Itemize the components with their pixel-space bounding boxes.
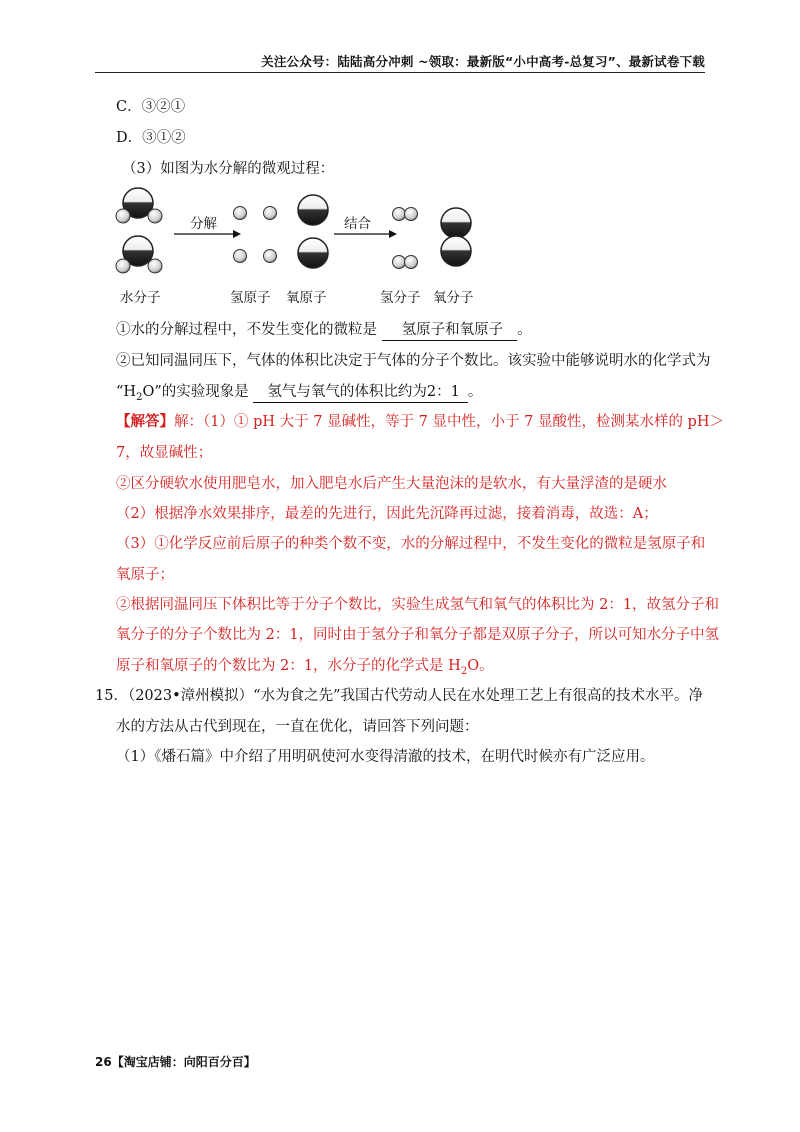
q3-2-answer: 氢气与氧气的体积比约为2：1	[253, 382, 467, 403]
water-molecule-2	[116, 236, 162, 273]
q3-1-answer: 氢原子和氧原子	[382, 320, 518, 341]
oxygen-molecule	[441, 208, 471, 266]
label-oxygen-molecule: 氧分子	[433, 290, 474, 306]
q3-1	[116, 320, 532, 341]
label-water-molecule: 水分子	[120, 290, 161, 306]
solution-text-1: 解：（1）① pH 大于 7 显碱性，等于 7 显中性，小于 7 显酸性，检测某水样的 pH＞	[174, 414, 724, 430]
q3-2-prefix: “H	[116, 384, 137, 400]
q3-2-sub: 2	[136, 391, 143, 403]
water-decomposition-diagram	[110, 186, 510, 308]
q3-2-mid: O”的实验现象是	[142, 384, 249, 400]
arrow-label-decompose: 分解	[190, 216, 217, 232]
q15-line-1: 15．（2023•漳州模拟）“水为食之先”我国古代劳动人民在水处理工艺上有很高的技术水平。净	[95, 688, 703, 704]
q3-2-suffix: 。	[467, 384, 483, 400]
page-footer: 26【淘宝店铺：向阳百分百】	[95, 1055, 256, 1069]
oxygen-atoms	[298, 195, 328, 268]
page-header	[95, 44, 705, 73]
solution-tag: 【解答】	[116, 413, 174, 430]
q15-line-3: （1）《燔石篇》中介绍了用明矾使河水变得清澈的技术，在明代时候亦有广泛应用。	[116, 749, 655, 765]
solution-line-3: ②区分硬软水使用肥皂水，加入肥皂水后产生大量泡沫的是软水，有大量浮渣的是硬水	[116, 476, 667, 492]
q3-intro: （3）如图为水分解的微观过程：	[122, 161, 335, 177]
solution-line-1	[116, 412, 724, 432]
solution-line-6: 氧原子；	[116, 567, 174, 583]
arrow-label-combine: 结合	[344, 216, 371, 232]
solution-line-8: 氧分子的分子个数比为 2：1，同时由于氢分子和氧分子都是双原子分子，所以可知水分子中氢	[116, 627, 720, 643]
solution-line-7: ②根据同温同压下体积比等于分子个数比，实验生成氢气和氧气的体积比为 2：1，故氢分子和	[116, 597, 720, 613]
label-hydrogen-molecule: 氢分子	[380, 290, 421, 306]
option-d: D．③①②	[116, 130, 186, 146]
solution-text-9: 原子和氧原子的个数比为 2：1，水分子的化学式是 H	[116, 658, 461, 674]
q15-line-2: 水的方法从古代到现在，一直在优化，请回答下列问题：	[116, 719, 479, 735]
hydrogen-molecules	[393, 208, 418, 269]
q3-1-text: ①水的分解过程中，不发生变化的微粒是	[116, 322, 377, 338]
solution-line-4: （2）根据净水效果排序，最差的先进行，因此先沉降再过滤，接着消毒，故选：A；	[116, 506, 658, 522]
solution-sub-9: 2	[460, 665, 468, 677]
solution-line-5: （3）①化学反应前后原子的种类个数不变，水的分解过程中，不发生变化的微粒是氢原子和	[116, 536, 706, 552]
q3-2-line1: ②已知同温同压下，气体的体积比决定于气体的分子个数比。该实验中能够说明水的化学式为	[116, 353, 711, 369]
option-c: C．③②①	[116, 99, 186, 115]
solution-line-9	[116, 656, 494, 682]
label-hydrogen-atom: 氢原子	[230, 290, 271, 306]
q3-2-line2	[116, 382, 482, 408]
solution-suffix-9: O。	[467, 658, 494, 674]
label-oxygen-atom: 氧原子	[286, 290, 327, 306]
solution-line-2: 7，故显碱性；	[116, 445, 213, 461]
header-text: 关注公众号：陆陆高分冲刺 ~领取：最新版“小中高考-总复习”、最新试卷下载	[261, 54, 705, 69]
water-molecule-1	[116, 188, 162, 223]
q3-1-suffix: 。	[517, 322, 532, 338]
